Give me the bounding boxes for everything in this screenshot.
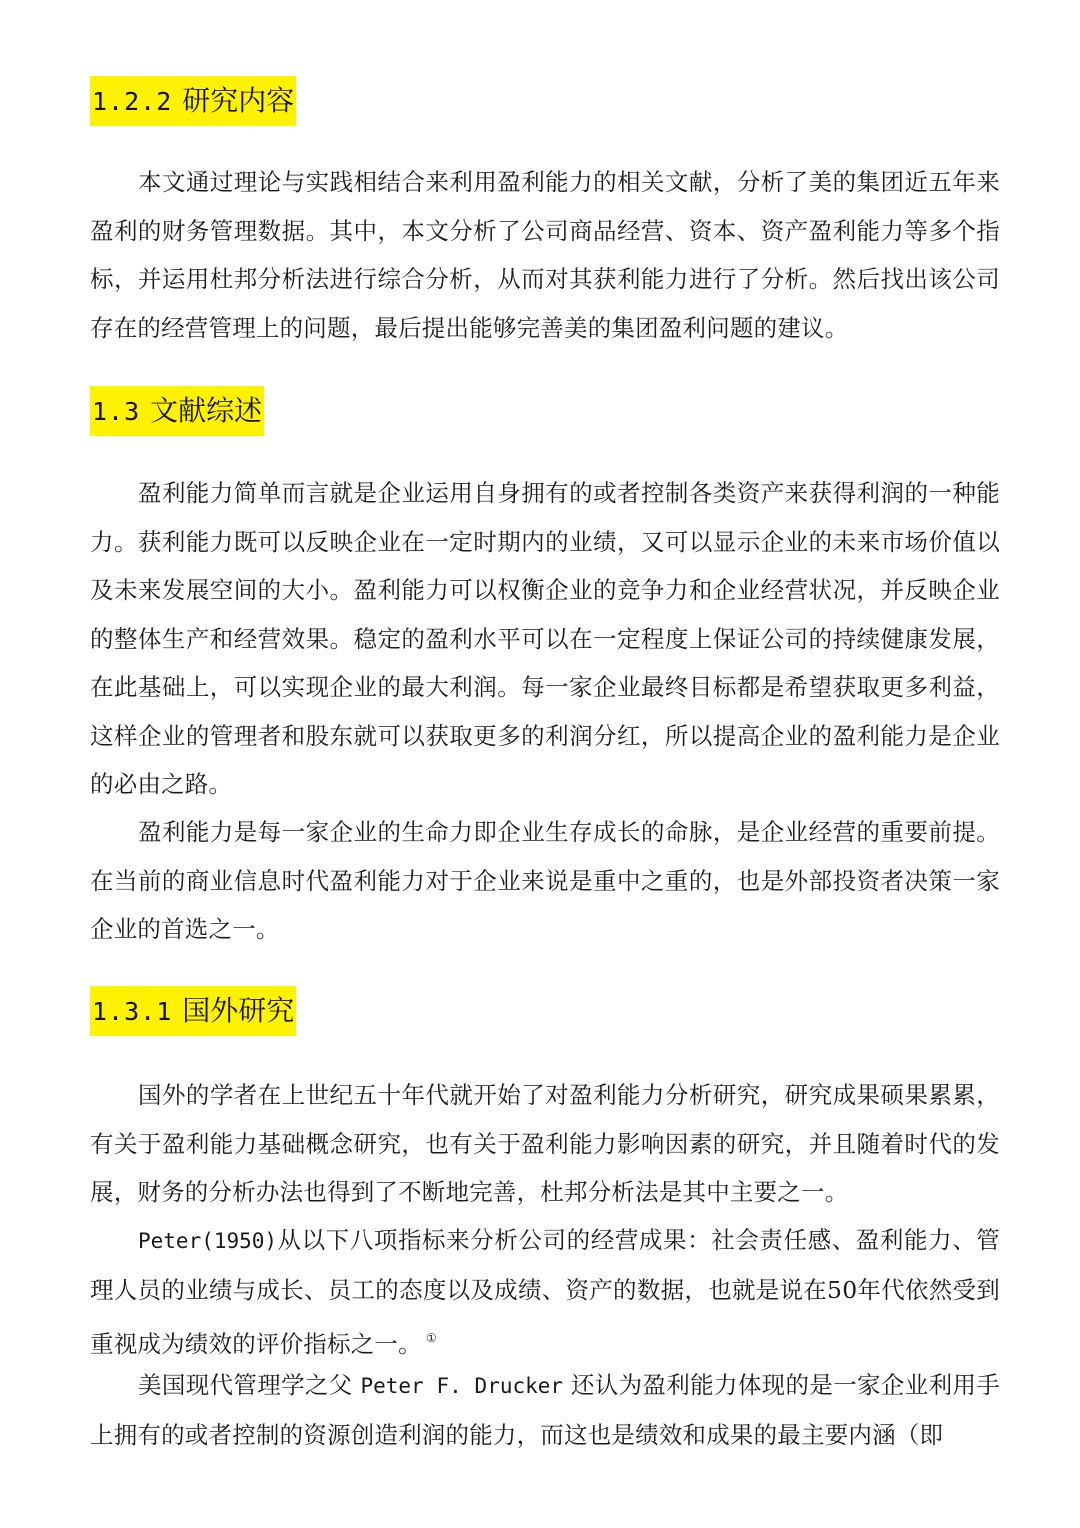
section-heading-1-3 (90, 386, 264, 436)
paragraph-foreign-research-2 (90, 1216, 1000, 1369)
paragraph-text: 美国现代管理学之父 (138, 1371, 353, 1399)
section-title: 国外研究 (182, 994, 295, 1027)
section-number: 1.2.2 (92, 87, 173, 116)
section-heading-1-3-1 (90, 986, 296, 1036)
section-number: 1.3 (92, 397, 141, 426)
paragraph-foreign-research-3 (90, 1361, 1000, 1459)
section-title: 研究内容 (182, 84, 295, 117)
section-title: 文献综述 (150, 394, 263, 427)
paragraph-text: 还认为盈利能力体现的是一家企业利用手上拥有的或者控制的资源创造利润的能力，而这也是绩效和成果的最主要内涵（即 (90, 1371, 1001, 1449)
footnote-marker[interactable]: ① (425, 1331, 437, 1345)
section-number: 1.3.1 (92, 997, 173, 1026)
paragraph-literature-review-2: 盈利能力是每一家企业的生命力即企业生存成长的命脉，是企业经营的重要前提。在当前的商业信息时代盈利能力对于企业来说是重中之重的，也是外部投资者决策一家企业的首选之一。 (90, 818, 1000, 943)
paragraph-text: 从以下八项指标来分析公司的经营成果：社会责任感、盈利能力、管理人员的业绩与成长、员工的态度以及成绩、资产的数据，也就是说在50年代依然受到重视成为绩效的评价指标之一。 (90, 1226, 1000, 1358)
citation-author: Peter F. Drucker (360, 1374, 564, 1398)
section-heading-1-2-2 (90, 76, 296, 126)
paragraph-literature-review-1: 盈利能力简单而言就是企业运用自身拥有的或者控制各类资产来获得利润的一种能力。获利能力既可以反映企业在一定时期内的业绩，又可以显示企业的未来市场价值以及未来发展空间的大小。盈利能力可以权衡企业的竞争力和企业经营状况，并反映企业的整体生产和经营效果。稳定的盈利水平可以在一定程度上保证公司的持续健康发展，在此基础上，可以实现企业的最大利润。每一家企业最终目标都是希望获取更多利益，这样企业的管理者和股东就可以获取更多的利润分红，所以提高企业的盈利能力是企业的必由之路。 (90, 479, 1000, 798)
paragraph-foreign-research-1: 国外的学者在上世纪五十年代就开始了对盈利能力分析研究，研究成果硕果累累，有关于盈利能力基础概念研究，也有关于盈利能力影响因素的研究，并且随着时代的发展，财务的分析办法也得到了不断地完善，杜邦分析法是其中主要之一。 (90, 1081, 1000, 1206)
citation-author: Peter(1950) (138, 1229, 278, 1253)
paragraph-research-content: 本文通过理论与实践相结合来利用盈利能力的相关文献，分析了美的集团近五年来盈利的财务管理数据。其中，本文分析了公司商品经营、资本、资产盈利能力等多个指标，并运用杜邦分析法进行综合分析，从而对其获利能力进行了分析。然后找出该公司存在的经营管理上的问题，最后提出能够完善美的集团盈利问题的建议。 (90, 168, 1000, 342)
